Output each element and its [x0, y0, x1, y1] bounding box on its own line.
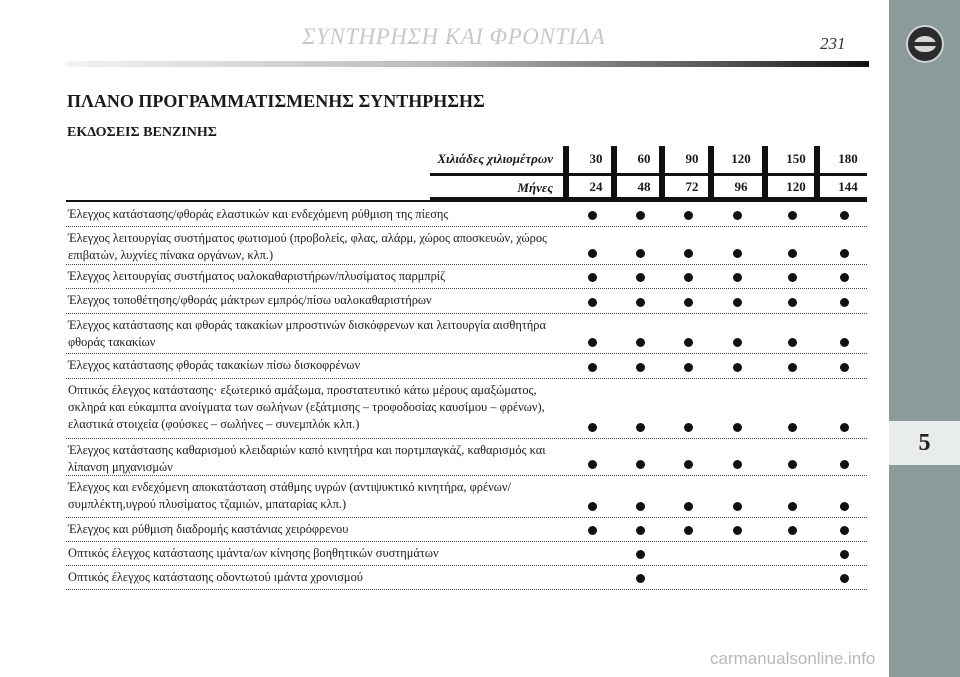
check-mark-dot — [684, 363, 693, 372]
table-row — [66, 439, 867, 476]
km-column-header: 150 — [786, 151, 806, 166]
check-mark-dot — [788, 502, 797, 511]
check-mark-dot — [733, 273, 742, 282]
check-mark-dot — [684, 338, 693, 347]
check-mark-dot — [588, 211, 597, 220]
check-mark-dot — [684, 249, 693, 258]
check-mark-dot — [588, 460, 597, 469]
table-row — [66, 566, 867, 590]
table-row — [66, 542, 867, 566]
check-mark-dot — [636, 502, 645, 511]
check-mark-dot — [840, 526, 849, 535]
section-header-title: ΣΥΝΤΗΡΗΣΗ ΚΑΙ ΦΡΟΝΤΙΔΑ — [302, 24, 606, 49]
maintenance-item-text: Οπτικός έλεγχος κατάστασης ιμάντα/ων κίνησης βοηθητικών συστημάτων — [68, 546, 439, 560]
check-mark-dot — [588, 298, 597, 307]
check-mark-dot — [788, 363, 797, 372]
table-top-rule — [66, 200, 867, 202]
check-mark-dot — [788, 249, 797, 258]
km-column-header: 120 — [731, 151, 751, 166]
maintenance-item-text: Έλεγχος και ρύθμιση διαδρομής καστάνιας χειρόφρενου — [68, 522, 349, 536]
check-mark-dot — [636, 363, 645, 372]
months-column-header: 48 — [637, 179, 651, 194]
check-mark-dot — [588, 502, 597, 511]
page-subtitle: ΕΚΔΟΣΕΙΣ ΒΕΝΖΙΝΗΣ — [67, 125, 217, 140]
maintenance-item-text: Έλεγχος λειτουργίας συστήματος υαλοκαθαριστήρων/πλυσίματος παρμπρίζ — [68, 269, 446, 283]
maintenance-item-text: Οπτικός έλεγχος κατάστασης οδοντωτού ιμάντα χρονισμού — [68, 570, 363, 584]
check-mark-dot — [840, 298, 849, 307]
maintenance-item-text: Έλεγχος κατάστασης/φθοράς ελαστικών και ενδεχόμενη ρύθμιση της πίεσης — [68, 207, 449, 221]
check-mark-dot — [733, 423, 742, 432]
maintenance-item-text: Οπτικός έλεγχος κατάστασης· εξωτερικό αμάξωμα, προστατευτικό κάτω μέρους αμαξώματος, σκληρά και εύκαμπτα ανοίγματα των σωλήνων (εξάτμισης – τροφοδοσίας καυσίμου – φρένων), ελαστικά στοιχεία (φούσκες – σωλήνες – συνεμπλόκ κλπ.) — [68, 383, 545, 431]
check-mark-dot — [840, 273, 849, 282]
header-rule-top — [430, 173, 867, 176]
table-row — [66, 289, 867, 314]
table-row — [66, 379, 867, 439]
logo-bar-shape — [912, 42, 938, 46]
check-mark-dot — [588, 273, 597, 282]
months-column-header: 24 — [589, 179, 603, 194]
table-row — [66, 227, 867, 265]
km-column-header: 90 — [685, 151, 699, 166]
check-mark-dot — [684, 502, 693, 511]
months-header-label: Μήνες — [517, 180, 553, 195]
maintenance-item-text: Έλεγχος λειτουργίας συστήματος φωτισμού (προβολείς, φλας, αλάρμ, χώρος αποσκευών, χώρος επιβατών, λυχνίες πίνακα οργάνων, κλπ.) — [68, 231, 547, 262]
months-column-header: 120 — [786, 179, 806, 194]
table-row — [66, 314, 867, 354]
check-mark-dot — [788, 273, 797, 282]
check-mark-dot — [840, 338, 849, 347]
check-mark-dot — [588, 526, 597, 535]
check-mark-dot — [636, 298, 645, 307]
check-mark-dot — [840, 363, 849, 372]
header-rule — [66, 61, 869, 67]
check-mark-dot — [788, 423, 797, 432]
maintenance-item-text: Έλεγχος τοποθέτησης/φθοράς μάκτρων εμπρός/πίσω υαλοκαθαριστήρων — [68, 293, 432, 307]
km-column-header: 180 — [838, 151, 858, 166]
check-mark-dot — [684, 211, 693, 220]
check-mark-dot — [788, 298, 797, 307]
check-mark-dot — [588, 338, 597, 347]
months-column-header: 96 — [734, 179, 748, 194]
check-mark-dot — [588, 363, 597, 372]
table-row — [66, 476, 867, 518]
watermark: carmanualsonline.info — [710, 649, 876, 668]
check-mark-dot — [636, 423, 645, 432]
check-mark-dot — [684, 298, 693, 307]
check-mark-dot — [840, 550, 849, 559]
table-row — [66, 203, 867, 227]
check-mark-dot — [733, 338, 742, 347]
check-mark-dot — [788, 211, 797, 220]
check-mark-dot — [684, 273, 693, 282]
check-mark-dot — [840, 249, 849, 258]
check-mark-dot — [733, 460, 742, 469]
check-mark-dot — [840, 460, 849, 469]
check-mark-dot — [636, 273, 645, 282]
check-mark-dot — [636, 460, 645, 469]
km-column-header: 30 — [589, 151, 603, 166]
table-row — [66, 518, 867, 542]
check-mark-dot — [684, 526, 693, 535]
check-mark-dot — [840, 423, 849, 432]
check-mark-dot — [733, 502, 742, 511]
check-mark-dot — [733, 211, 742, 220]
maintenance-item-text: Έλεγχος και ενδεχόμενη αποκατάσταση στάθμης υγρών (αντιψυκτικό κινητήρα, φρένων/συμπλέκτη,υγρού πλυσίματος τζαμιών, μπαταρίας κλπ.) — [68, 480, 511, 511]
table-row — [66, 265, 867, 289]
maintenance-item-text: Έλεγχος κατάστασης φθοράς τακακίων πίσω δισκοφρένων — [68, 358, 361, 372]
check-mark-dot — [788, 338, 797, 347]
months-column-header: 144 — [838, 179, 858, 194]
months-column-header: 72 — [685, 179, 699, 194]
check-mark-dot — [588, 249, 597, 258]
km-column-header: 60 — [637, 151, 651, 166]
check-mark-dot — [636, 338, 645, 347]
table-row — [66, 354, 867, 379]
page-title: ΠΛΑΝΟ ΠΡΟΓΡΑΜΜΑΤΙΣΜΕΝΗΣ ΣΥΝΤΗΡΗΣΗΣ — [67, 91, 485, 111]
check-mark-dot — [636, 211, 645, 220]
check-mark-dot — [840, 574, 849, 583]
check-mark-dot — [636, 550, 645, 559]
maintenance-item-text: Έλεγχος κατάστασης και φθοράς τακακίων μπροστινών δισκόφρενων και λειτουργία αισθητήρα φθοράς τακακίων — [68, 318, 546, 349]
chapter-sidebar — [889, 0, 960, 677]
check-mark-dot — [636, 526, 645, 535]
km-header-label: Χιλιάδες χιλιομέτρων — [437, 151, 553, 166]
lancia-logo-icon — [906, 25, 944, 63]
chapter-number[interactable]: 5 — [918, 430, 931, 456]
check-mark-dot — [840, 211, 849, 220]
check-mark-dot — [788, 526, 797, 535]
check-mark-dot — [636, 574, 645, 583]
maintenance-item-text: Έλεγχος κατάστασης καθαρισμού κλειδαριών καπό κινητήρα και πορτμπαγκάζ, καθαρισμός και λίπανση μηχανισμών — [68, 443, 546, 474]
check-mark-dot — [733, 298, 742, 307]
check-mark-dot — [733, 363, 742, 372]
check-mark-dot — [788, 460, 797, 469]
check-mark-dot — [588, 423, 597, 432]
row-divider — [66, 589, 867, 590]
column-divider — [563, 146, 569, 200]
check-mark-dot — [733, 526, 742, 535]
page-number: 231 — [820, 34, 846, 53]
check-mark-dot — [684, 423, 693, 432]
check-mark-dot — [733, 249, 742, 258]
check-mark-dot — [684, 460, 693, 469]
check-mark-dot — [636, 249, 645, 258]
check-mark-dot — [840, 502, 849, 511]
